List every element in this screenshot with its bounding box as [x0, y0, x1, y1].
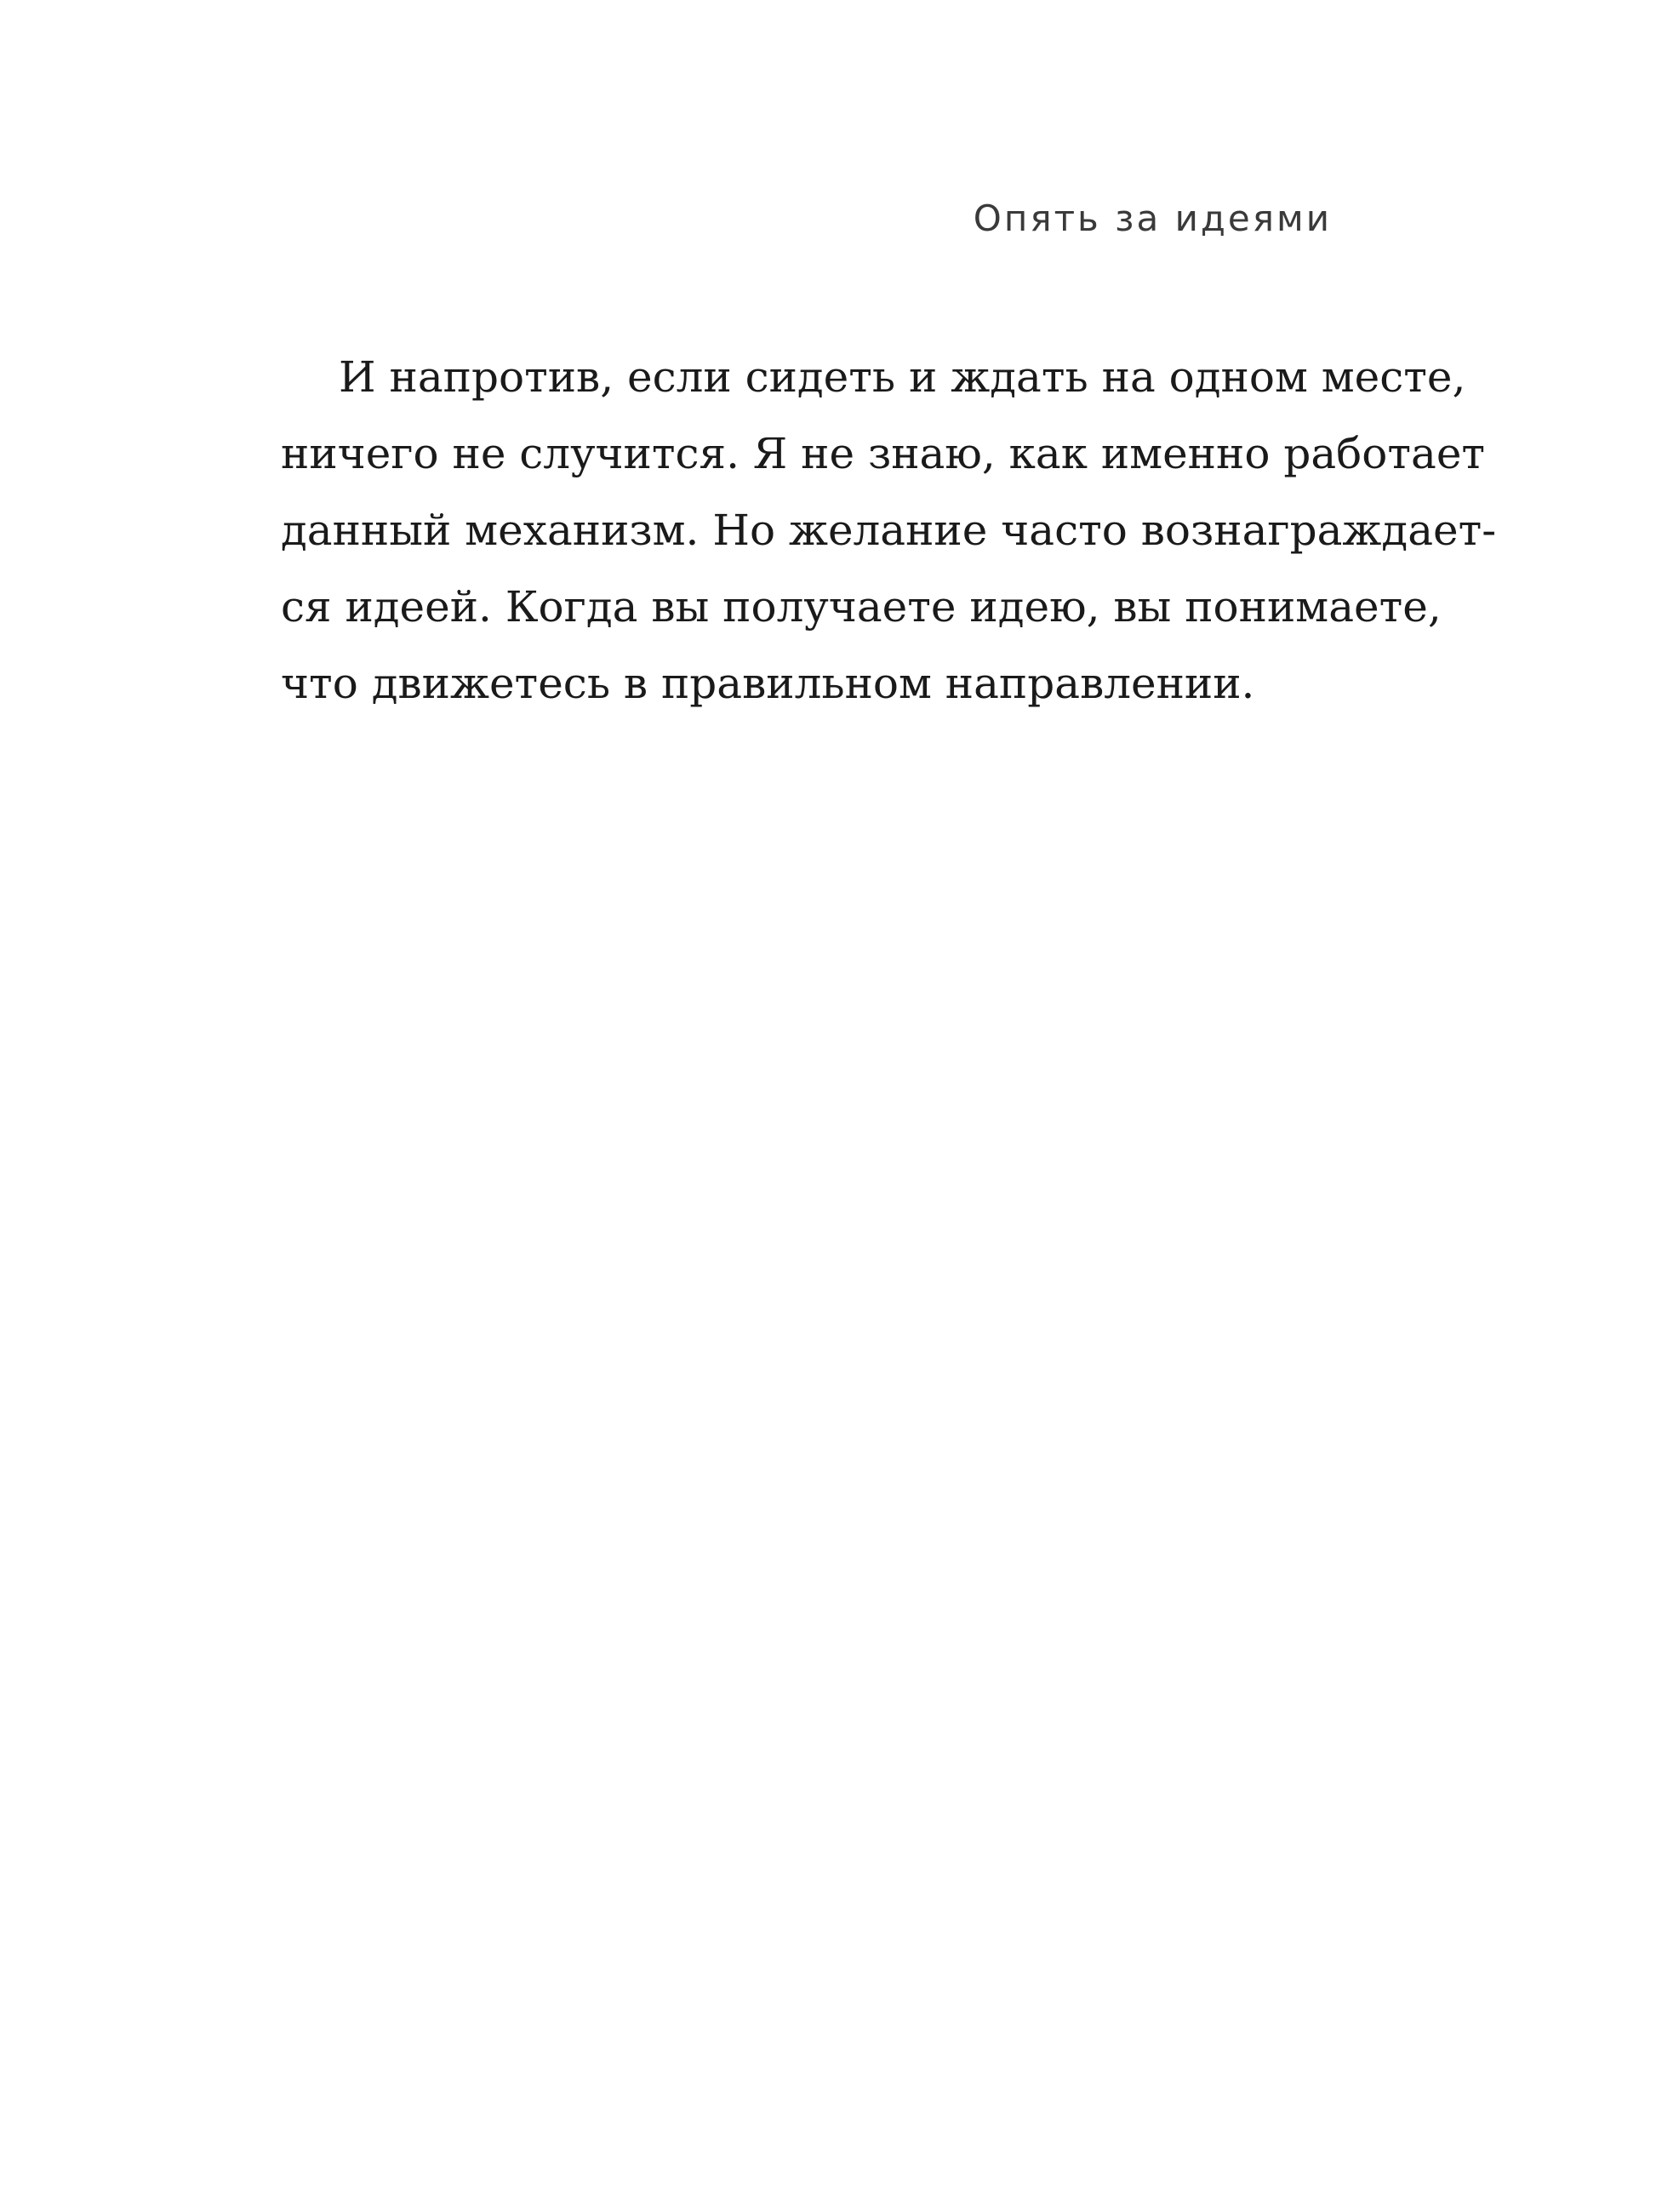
- paragraph-line: данный механизм. Но желание часто вознаграждает-: [281, 506, 1497, 555]
- paragraph-line: И напротив, если сидеть и ждать на одном месте,: [339, 352, 1466, 402]
- running-header: Опять за идеями: [973, 197, 1332, 239]
- body-paragraph: [281, 339, 1497, 722]
- paragraph-line: ничего не случится. Я не знаю, как именно работает: [281, 429, 1486, 478]
- paragraph-line: ся идеей. Когда вы получаете идею, вы понимаете,: [281, 582, 1442, 632]
- paragraph-line: что движетесь в правильном направлении.: [281, 659, 1255, 708]
